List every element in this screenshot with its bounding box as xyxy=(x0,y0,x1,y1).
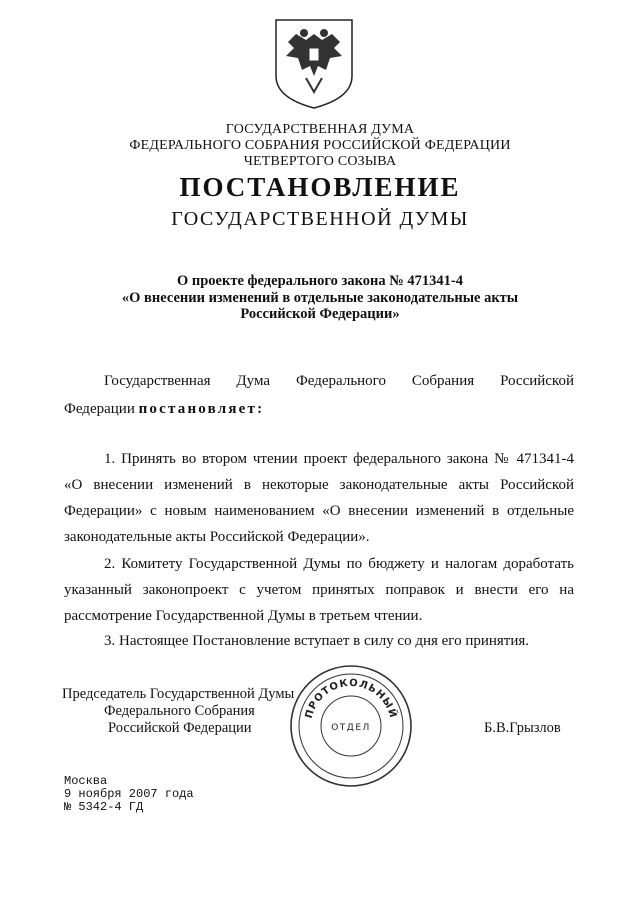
document-title: ПОСТАНОВЛЕНИЕ xyxy=(179,172,461,202)
footer-date: 9 ноября 2007 года xyxy=(64,787,194,801)
subject-line-1: О проекте федерального закона № 471341-4 xyxy=(176,273,464,289)
item-2-line-1: 2. Комитету Государственной Думы по бюджету и налогам доработать xyxy=(104,556,574,572)
state-emblem xyxy=(272,18,356,110)
subject-line-3: Российской Федерации» xyxy=(240,306,400,322)
stamp-center-text: ОТДЕЛ xyxy=(331,723,371,733)
signature-title-line-1: Председатель Государственной Думы xyxy=(62,686,295,702)
signature-title-line-3: Российской Федерации xyxy=(108,720,252,736)
preamble-line-1: Государственная Дума Федерального Собрания Российской xyxy=(104,373,574,389)
footer-number: № 5342-4 ГД xyxy=(64,800,144,814)
item-1-line-4: законодательные акты Российской Федерации». xyxy=(64,529,370,545)
resolves-word: постановляет: xyxy=(138,401,265,417)
signature-title-line-2: Федерального Собрания xyxy=(104,703,255,719)
item-1-line-3: Федерации» с новым наименованием «О внесении изменений в отдельные xyxy=(64,503,574,519)
organization-name: ГОСУДАРСТВЕННАЯ ДУМА xyxy=(225,122,415,137)
organization-convocation: ЧЕТВЕРТОГО СОЗЫВА xyxy=(243,154,397,169)
preamble-line-2 xyxy=(64,402,574,417)
svg-text:ПРОТОКОЛЬНЫЙ xyxy=(304,678,401,720)
item-1-line-1: 1. Принять во втором чтении проект федерального закона № 471341-4 xyxy=(104,451,574,467)
document-subtitle: ГОСУДАРСТВЕННОЙ ДУМЫ xyxy=(171,208,469,230)
official-stamp xyxy=(287,662,415,790)
item-1-line-2: «О внесении изменений в некоторые законодательные акты Российской xyxy=(64,477,574,493)
stamp-top-text: ПРОТОКОЛЬНЫЙ xyxy=(303,677,399,720)
signatory-name: Б.В.Грызлов xyxy=(484,720,561,736)
organization-assembly: ФЕДЕРАЛЬНОГО СОБРАНИЯ РОССИЙСКОЙ ФЕДЕРАЦИИ xyxy=(129,138,511,153)
subject-line-2: «О внесении изменений в отдельные законодательные акты xyxy=(121,290,519,306)
item-2-line-2: указанный законопроект с учетом принятых поправок и внести его на xyxy=(64,582,574,598)
preamble-text: Федерации xyxy=(64,401,139,417)
footer-city: Москва xyxy=(64,774,108,788)
item-2-line-3: рассмотрение Государственной Думы в третьем чтении. xyxy=(64,608,423,624)
item-3-line-1: 3. Настоящее Постановление вступает в силу со дня его принятия. xyxy=(104,633,530,649)
